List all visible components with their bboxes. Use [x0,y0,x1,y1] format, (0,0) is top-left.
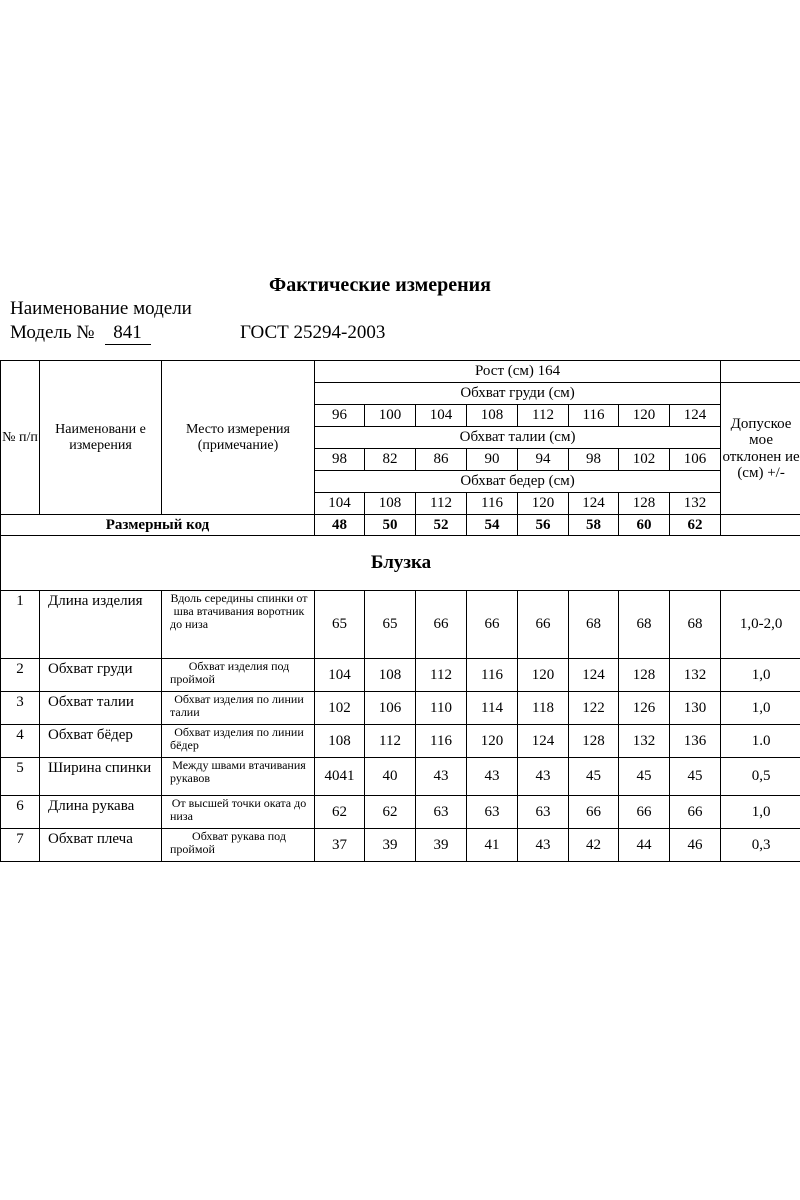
col-header-number: № п/п [1,361,40,515]
size-code-empty [721,515,800,536]
measurement-value: 65 [315,591,365,659]
size-code-row [1,515,800,536]
size-code-value: 54 [467,515,518,536]
waist-value: 98 [569,449,619,471]
measurement-note: Обхват рукава под проймой [162,829,315,862]
measurement-value: 65 [365,591,416,659]
measurement-value: 66 [569,796,619,829]
measurement-note: Обхват изделия по линии талии [162,692,315,725]
measurement-value: 124 [569,659,619,692]
measurement-note: Между швами втачивания рукавов [162,758,315,796]
measurement-value: 68 [569,591,619,659]
measurement-value: 132 [619,725,670,758]
chest-label: Обхват груди (см) [315,383,721,405]
measurement-value: 106 [365,692,416,725]
row-number: 6 [1,796,40,829]
measurement-tolerance: 0,3 [721,829,800,862]
measurement-tolerance: 1,0 [721,692,800,725]
measurement-row [1,659,800,692]
measurement-value: 136 [670,725,721,758]
row-number: 7 [1,829,40,862]
measurement-value: 116 [467,659,518,692]
measurement-value: 39 [416,829,467,862]
measurement-note: От высшей точки оката до низа [162,796,315,829]
measurement-value: 118 [518,692,569,725]
measurement-name: Длина изделия [40,591,162,659]
model-name-label: Наименование модели [10,298,192,319]
chest-value: 108 [467,405,518,427]
measurement-row [1,796,800,829]
measurement-value: 130 [670,692,721,725]
waist-value: 94 [518,449,569,471]
row-number: 2 [1,659,40,692]
row-number: 3 [1,692,40,725]
size-code-value: 60 [619,515,670,536]
waist-value: 102 [619,449,670,471]
measurement-value: 39 [365,829,416,862]
measurement-value: 66 [670,796,721,829]
measurement-table [0,360,800,862]
measurement-value: 104 [315,659,365,692]
chest-value: 116 [569,405,619,427]
measurement-value: 66 [467,591,518,659]
measurement-value: 66 [518,591,569,659]
col-header-place: Место измерения (примечание) [162,361,315,515]
measurement-row [1,758,800,796]
measurement-value: 128 [569,725,619,758]
chest-value: 96 [315,405,365,427]
measurement-row [1,829,800,862]
model-number-label: Модель № [10,322,95,343]
size-code-value: 50 [365,515,416,536]
measurement-row [1,692,800,725]
measurement-value: 112 [416,659,467,692]
hip-value: 116 [467,493,518,515]
measurement-value: 132 [670,659,721,692]
measurement-value: 124 [518,725,569,758]
measurement-tolerance: 1,0-2,0 [721,591,800,659]
measurement-value: 63 [518,796,569,829]
measurement-value: 68 [619,591,670,659]
measurement-note: Обхват изделия по линии бёдер [162,725,315,758]
measurement-name: Обхват бёдер [40,725,162,758]
measurement-tolerance: 1,0 [721,659,800,692]
measurement-value: 66 [416,591,467,659]
measurement-value: 40 [365,758,416,796]
measurement-value: 43 [467,758,518,796]
hip-label: Обхват бедер (см) [315,471,721,493]
hip-value: 124 [569,493,619,515]
measurement-row [1,725,800,758]
measurement-value: 44 [619,829,670,862]
measurement-value: 62 [365,796,416,829]
row-number: 1 [1,591,40,659]
measurement-value: 45 [619,758,670,796]
measurement-value: 112 [365,725,416,758]
measurement-tolerance: 0,5 [721,758,800,796]
waist-value: 106 [670,449,721,471]
measurement-value: 108 [365,659,416,692]
hip-value: 132 [670,493,721,515]
measurement-note: Вдоль середины спинки от шва втачивания воротник до низа [162,591,315,659]
waist-value: 98 [315,449,365,471]
measurement-value: 4041 [315,758,365,796]
measurement-value: 45 [569,758,619,796]
chest-value: 104 [416,405,467,427]
size-code-value: 56 [518,515,569,536]
measurement-value: 43 [518,829,569,862]
chest-value: 120 [619,405,670,427]
measurement-value: 110 [416,692,467,725]
header-row-height [1,361,800,383]
row-number: 5 [1,758,40,796]
waist-value: 82 [365,449,416,471]
height-label: Рост (см) 164 [315,361,721,383]
measurement-value: 116 [416,725,467,758]
waist-label: Обхват талии (см) [315,427,721,449]
hip-value: 120 [518,493,569,515]
measurement-name: Обхват груди [40,659,162,692]
measurement-value: 114 [467,692,518,725]
measurement-value: 42 [569,829,619,862]
document-title: Фактические измерения [269,274,491,296]
measurement-name: Длина рукава [40,796,162,829]
size-code-value: 58 [569,515,619,536]
measurement-value: 128 [619,659,670,692]
size-code-label: Размерный код [1,515,315,536]
measurement-tolerance: 1.0 [721,725,800,758]
measurement-value: 126 [619,692,670,725]
measurement-value: 63 [467,796,518,829]
chest-value: 124 [670,405,721,427]
standard-code: ГОСТ 25294-2003 [240,322,386,343]
measurement-tolerance: 1,0 [721,796,800,829]
tolerance-header-top [721,361,800,383]
measurement-name: Ширина спинки [40,758,162,796]
col-header-name: Наименовани е измерения [40,361,162,515]
measurement-note: Обхват изделия под проймой [162,659,315,692]
measurement-value: 43 [416,758,467,796]
measurement-value: 62 [315,796,365,829]
measurement-value: 45 [670,758,721,796]
measurement-value: 68 [670,591,721,659]
chest-value: 112 [518,405,569,427]
measurement-value: 37 [315,829,365,862]
model-number-value: 841 [105,322,151,345]
tolerance-header: Допуское мое отклонен ие (см) +/- [721,383,800,515]
hip-value: 112 [416,493,467,515]
measurement-value: 41 [467,829,518,862]
hip-value: 104 [315,493,365,515]
size-code-value: 62 [670,515,721,536]
measurement-value: 120 [467,725,518,758]
measurement-name: Обхват талии [40,692,162,725]
measurement-value: 120 [518,659,569,692]
model-number-line [10,322,151,345]
size-code-value: 52 [416,515,467,536]
measurement-value: 43 [518,758,569,796]
measurement-value: 108 [315,725,365,758]
measurement-value: 46 [670,829,721,862]
measurement-value: 122 [569,692,619,725]
measurement-row [1,591,800,659]
hip-value: 108 [365,493,416,515]
waist-value: 86 [416,449,467,471]
measurement-value: 66 [619,796,670,829]
waist-value: 90 [467,449,518,471]
measurement-value: 63 [416,796,467,829]
section-title-row [1,536,800,591]
section-title: Блузка [1,536,800,591]
chest-value: 100 [365,405,416,427]
measurement-value: 102 [315,692,365,725]
row-number: 4 [1,725,40,758]
measurement-name: Обхват плеча [40,829,162,862]
size-code-value: 48 [315,515,365,536]
hip-value: 128 [619,493,670,515]
